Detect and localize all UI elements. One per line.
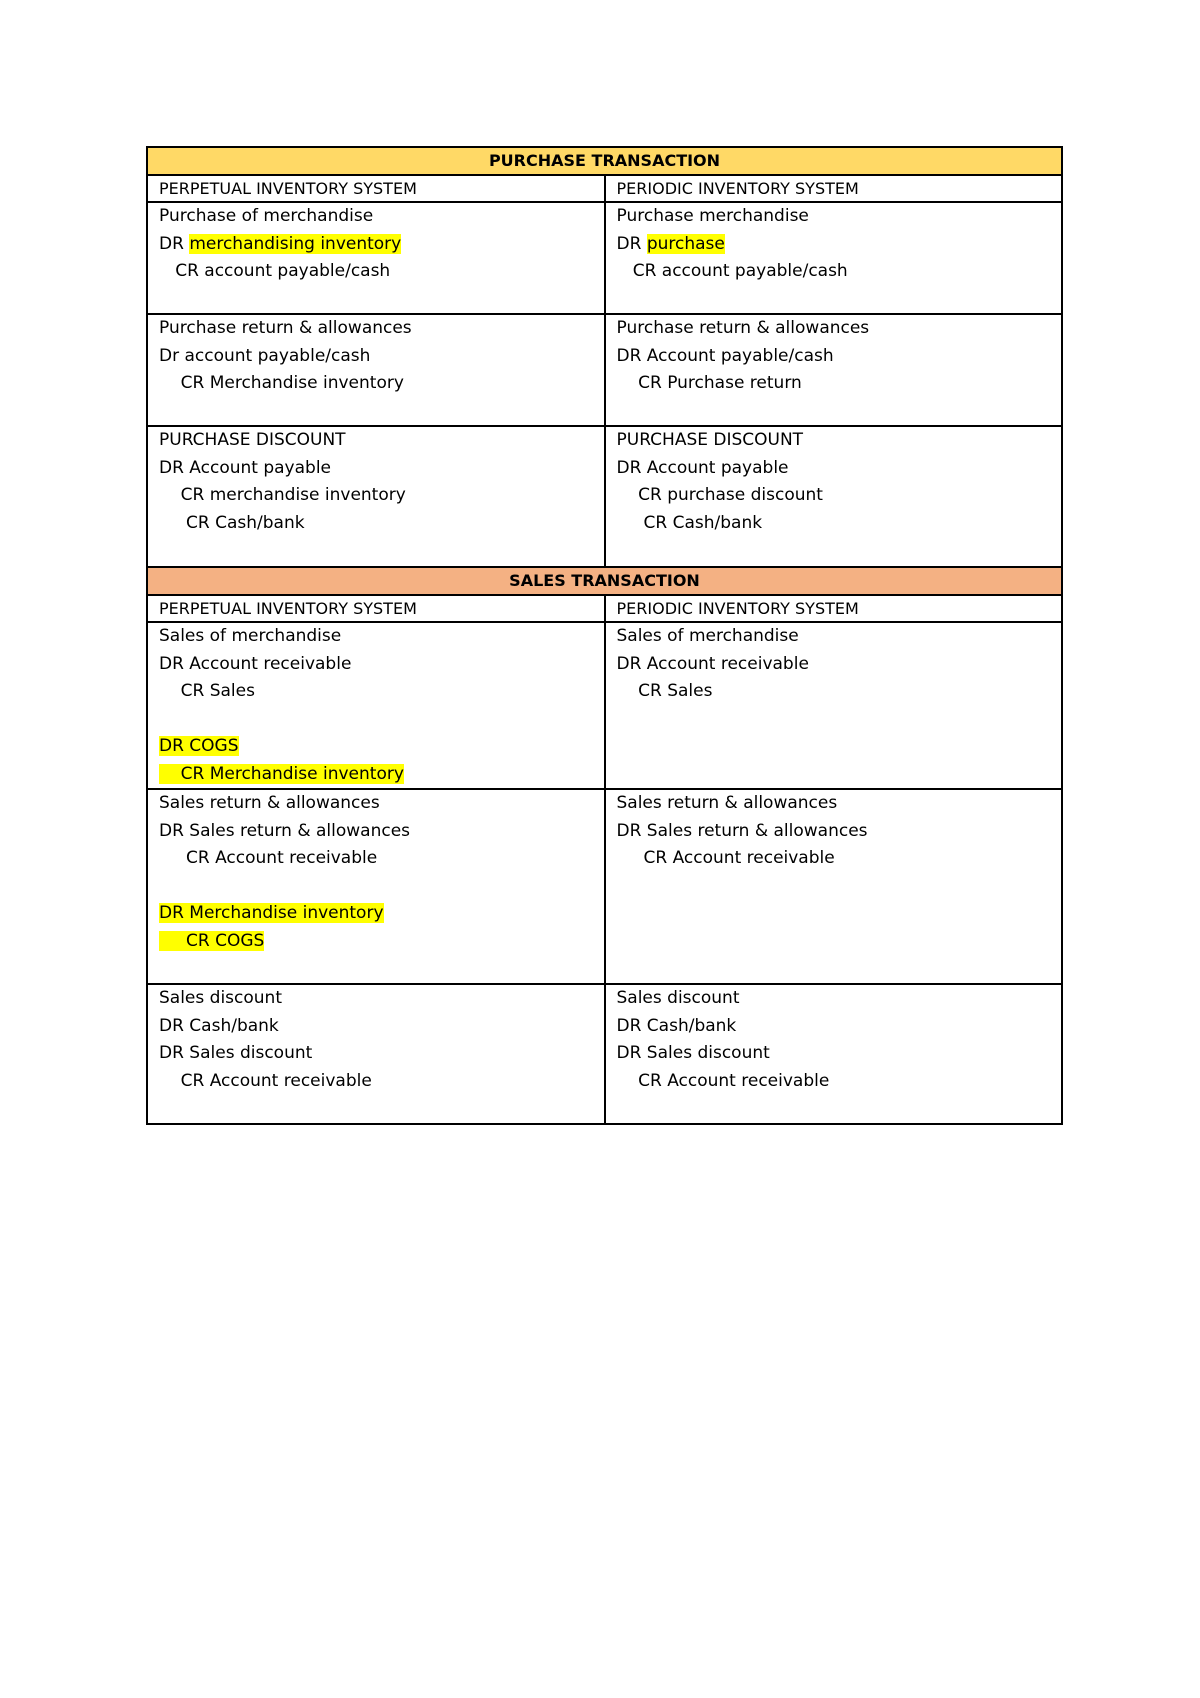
entry-line (159, 928, 593, 956)
sales-periodic-cell-1 (605, 622, 1063, 789)
sales-perpetual-header: PERPETUAL INVENTORY SYSTEM (147, 595, 605, 622)
entry-line: DR Sales discount (616, 1043, 770, 1063)
entry-prefix: DR (616, 233, 647, 254)
entry-line: CR purchase discount (616, 485, 823, 505)
entry-line: Purchase return & allowances (159, 318, 412, 338)
entry-line: Sales discount (159, 988, 282, 1008)
entry-line: Purchase return & allowances (616, 318, 870, 338)
entry-line: CR Purchase return (616, 373, 802, 393)
entry-line: CR Merchandise inventory (159, 373, 404, 393)
sales-periodic-cell-3 (605, 984, 1063, 1124)
sales-system-header-row (147, 595, 1062, 622)
entry-line: DR Sales return & allowances (616, 820, 868, 841)
sales-discount-row (147, 984, 1062, 1124)
entry-line: DR Cash/bank (159, 1015, 279, 1036)
sales-perpetual-cell-1 (147, 622, 605, 789)
entry-line: DR Account payable (159, 457, 332, 478)
entry-line: CR account payable/cash (159, 261, 391, 281)
highlighted-entry: DR Merchandise inventory (159, 903, 384, 923)
entry-line: DR Sales return & allowances (159, 820, 411, 841)
entry-line: Dr account payable/cash (159, 345, 371, 366)
entry-line: Sales return & allowances (159, 793, 380, 813)
purchase-perpetual-cell-2 (147, 314, 605, 426)
sales-perpetual-cell-3 (147, 984, 605, 1124)
highlighted-entry: CR Merchandise inventory (159, 763, 404, 784)
purchase-discount-row (147, 426, 1062, 567)
entry-line: Purchase merchandise (616, 206, 809, 226)
highlighted-entry: DR COGS (159, 736, 239, 756)
entry-line: Purchase of merchandise (159, 206, 374, 226)
entry-line: Sales return & allowances (616, 793, 838, 813)
transaction-table (146, 146, 1063, 1125)
entry-line: CR Sales (616, 681, 713, 701)
highlighted-entry: CR COGS (159, 930, 265, 951)
highlighted-entry: purchase (646, 233, 725, 254)
purchase-return-row (147, 314, 1062, 426)
purchase-merchandise-row (147, 202, 1062, 314)
entry-line: Sales discount (616, 988, 740, 1008)
entry-line: CR Account receivable (616, 848, 835, 868)
entry-line: PURCHASE DISCOUNT (159, 430, 346, 450)
entry-line: DR Sales discount (159, 1043, 313, 1063)
sales-periodic-cell-2 (605, 789, 1063, 984)
entry-line: CR Sales (159, 681, 255, 701)
purchase-transaction-title: PURCHASE TRANSACTION (147, 147, 1062, 175)
sales-periodic-header: PERIODIC INVENTORY SYSTEM (605, 595, 1063, 622)
sales-perpetual-cell-2 (147, 789, 605, 984)
entry-line: CR Account receivable (616, 1070, 830, 1091)
blank-line (159, 873, 593, 901)
entry-line: CR Account receivable (159, 1070, 372, 1091)
entry-line: CR Cash/bank (616, 512, 763, 533)
entry-line: DR Account receivable (616, 653, 809, 674)
entry-line: CR Cash/bank (159, 512, 305, 533)
purchase-periodic-header: PERIODIC INVENTORY SYSTEM (605, 175, 1063, 202)
entry-line (159, 733, 593, 761)
purchase-perpetual-cell-3 (147, 426, 605, 567)
entry-line: DR Account payable (616, 457, 789, 478)
purchase-system-header-row (147, 175, 1062, 202)
purchase-perpetual-cell-1 (147, 202, 605, 314)
purchase-periodic-cell-2 (605, 314, 1063, 426)
sales-banner-row (147, 567, 1062, 595)
entry-line (159, 900, 593, 928)
entry-line: CR merchandise inventory (159, 485, 406, 505)
sales-merchandise-row (147, 622, 1062, 789)
entry-line (159, 761, 593, 789)
entry-line (617, 231, 1051, 259)
entry-line: DR Cash/bank (616, 1015, 737, 1036)
entry-line: CR account payable/cash (616, 261, 848, 281)
purchase-banner-row (147, 147, 1062, 175)
highlighted-entry: merchandising inventory (189, 233, 402, 254)
entry-line (159, 231, 593, 259)
entry-line: DR Account receivable (159, 653, 352, 674)
entry-prefix: DR (159, 233, 190, 254)
entry-line: PURCHASE DISCOUNT (616, 430, 804, 450)
blank-line (159, 706, 593, 734)
entry-line: Sales of merchandise (616, 626, 799, 646)
purchase-perpetual-header: PERPETUAL INVENTORY SYSTEM (147, 175, 605, 202)
entry-line: DR Account payable/cash (616, 345, 834, 366)
sales-transaction-title: SALES TRANSACTION (147, 567, 1062, 595)
purchase-periodic-cell-1 (605, 202, 1063, 314)
sales-return-row (147, 789, 1062, 984)
entry-line: Sales of merchandise (159, 626, 342, 646)
purchase-periodic-cell-3 (605, 426, 1063, 567)
entry-line: CR Account receivable (159, 848, 378, 868)
